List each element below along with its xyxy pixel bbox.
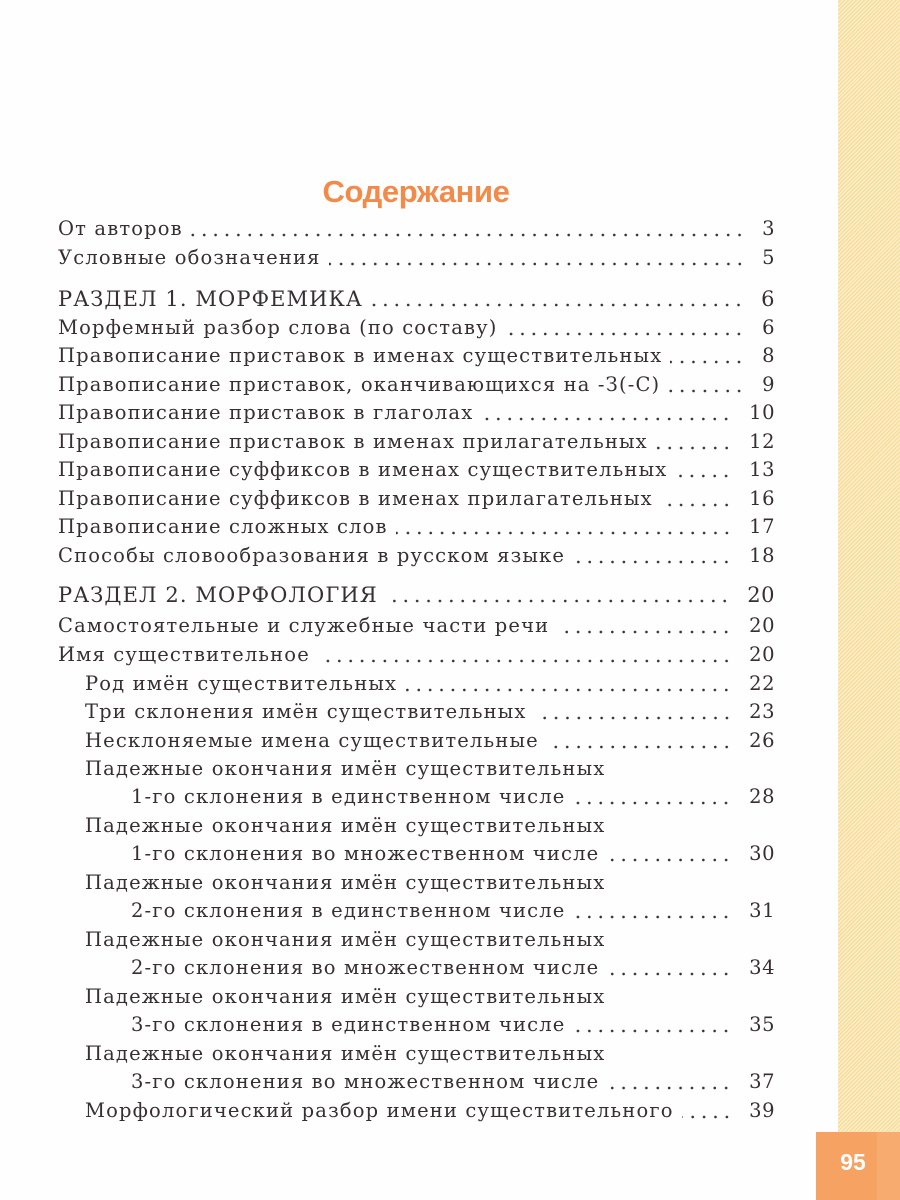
dot-leader (371, 285, 744, 313)
toc-subentry (85, 698, 775, 726)
dot-leader (573, 542, 732, 570)
dot-leader (573, 783, 732, 811)
toc-subentry-line2 (131, 840, 775, 868)
toc-entry-title: Несклоняемые имена существительные (85, 729, 539, 752)
toc-subentry (85, 670, 775, 698)
toc-entry-page: 20 (749, 643, 775, 666)
dot-leader (668, 371, 745, 399)
toc-entry (58, 244, 775, 272)
toc-entry-title: Падежные окончания имён существительных (85, 871, 606, 894)
toc-entry-title: Имя существительное (58, 643, 310, 666)
dot-leader (661, 485, 732, 513)
dot-leader (656, 428, 732, 456)
toc-entry-title-continuation: 2-го склонения во множественном числе (131, 956, 600, 979)
toc-entry-page: 31 (749, 899, 775, 922)
dot-leader (405, 670, 732, 698)
toc-entry-title: Падежные окончания имён существительных (85, 814, 606, 837)
dot-leader (670, 342, 745, 370)
toc-subentry-line2 (131, 1068, 775, 1096)
toc-subentry-line2 (131, 1011, 775, 1039)
toc-entry-page: 6 (762, 316, 775, 339)
dot-leader (573, 897, 732, 925)
toc-entry-page: 34 (749, 956, 775, 979)
toc-entry-title-continuation: 1-го склонения во множественном числе (131, 842, 600, 865)
dot-leader (607, 954, 732, 982)
toc-entry-title: Правописание приставок в глаголах (58, 401, 474, 424)
toc-entry-page: 5 (762, 246, 775, 269)
toc-entry-page: 6 (761, 287, 775, 311)
toc-entry-page: 8 (762, 344, 775, 367)
toc-section-title: РАЗДЕЛ 1. МОРФЕМИКА (58, 287, 363, 311)
toc-entry-page: 39 (749, 1099, 775, 1122)
page-number-badge (816, 1132, 900, 1200)
toc-entry (58, 428, 775, 456)
toc-entry-page: 20 (747, 583, 775, 607)
toc-entry-title: Падежные окончания имён существительных (85, 1042, 606, 1065)
toc-entry-title: Правописание приставок в именах прилагательных (58, 430, 648, 453)
toc-entry-title: Правописание суффиксов в именах прилагательных (58, 487, 653, 510)
toc-entry (58, 542, 775, 570)
toc-subentry-line1 (85, 926, 775, 954)
toc-entry-page: 22 (749, 672, 775, 695)
toc-entry-title: Способы словообразования в русском языке (58, 544, 566, 567)
toc-entry-title: Условные обозначения (58, 246, 321, 269)
toc-entry-title: Правописание суффиксов в именах существительных (58, 458, 668, 481)
dot-leader (682, 1097, 733, 1125)
dot-leader (573, 1011, 732, 1039)
toc-entry-title: Род имён существительных (85, 672, 398, 695)
toc-subentry-line1 (85, 1040, 775, 1068)
toc-section-heading (58, 581, 775, 609)
toc-subentry-line1 (85, 869, 775, 897)
toc-entry (58, 485, 775, 513)
toc-entry-title: Падежные окончания имён существительных (85, 985, 606, 1008)
dot-leader (318, 641, 732, 669)
toc-entry-page: 28 (749, 785, 775, 808)
toc-entry-page: 30 (749, 842, 775, 865)
dot-leader (191, 215, 745, 243)
toc-entry (58, 641, 775, 669)
toc-entry-title: Самостоятельные и служебные части речи (58, 614, 550, 637)
dot-leader (557, 612, 732, 640)
toc-entry-title-continuation: 2-го склонения в единственном числе (131, 899, 566, 922)
toc-entry-title: Морфемный разбор слова (по составу) (58, 316, 498, 339)
toc-entry-page: 18 (749, 544, 775, 567)
toc-entry-title: От авторов (58, 217, 183, 240)
dot-leader (607, 1068, 732, 1096)
dot-leader (505, 314, 745, 342)
toc-entry (58, 612, 775, 640)
toc-entry (58, 215, 775, 243)
toc-entry-title-continuation: 3-го склонения в единственном числе (131, 1013, 566, 1036)
toc-section-title: РАЗДЕЛ 2. МОРФОЛОГИЯ (58, 583, 378, 607)
toc-entry (58, 371, 775, 399)
toc-subentry-line2 (131, 783, 775, 811)
toc-entry-page: 9 (762, 373, 775, 396)
toc-entry-page: 12 (749, 430, 775, 453)
toc-entry-page: 23 (749, 700, 775, 723)
toc-subentry-line1 (85, 812, 775, 840)
toc-subentry (85, 1097, 775, 1125)
toc-entry (58, 314, 775, 342)
toc-entry-title: Падежные окончания имён существительных (85, 757, 606, 780)
toc-entry (58, 342, 775, 370)
dot-leader (329, 244, 745, 272)
toc-entry-page: 37 (749, 1070, 775, 1093)
toc-entry-title: Правописание сложных слов (58, 515, 388, 538)
dot-leader (481, 399, 732, 427)
toc-entry (58, 513, 775, 541)
toc-entry (58, 456, 775, 484)
toc-subentry-line2 (131, 954, 775, 982)
page-number: 95 (840, 1149, 866, 1175)
dot-leader (547, 727, 732, 755)
toc-entry-title: Правописание приставок, оканчивающихся на -З(-С) (58, 373, 661, 396)
dot-leader (535, 698, 733, 726)
toc-entry-page: 16 (749, 487, 775, 510)
toc-entry-page: 26 (749, 729, 775, 752)
dot-leader (396, 513, 733, 541)
toc-section-heading (58, 285, 775, 313)
toc-entry-page: 13 (749, 458, 775, 481)
toc-subentry-line1 (85, 983, 775, 1011)
toc-entry-title-continuation: 3-го склонения во множественном числе (131, 1070, 600, 1093)
toc-entry-title-continuation: 1-го склонения в единственном числе (131, 785, 566, 808)
dot-leader (675, 456, 732, 484)
toc-entry-title: Морфологический разбор имени существительного (85, 1099, 674, 1122)
toc-entry-page: 20 (749, 614, 775, 637)
page-title: Содержание (322, 174, 510, 209)
toc-entry-page: 10 (749, 401, 775, 424)
toc-subentry-line1 (85, 755, 775, 783)
toc-subentry-line2 (131, 897, 775, 925)
toc-entry (58, 399, 775, 427)
decorative-side-strip (838, 0, 900, 1200)
toc-entry-page: 35 (749, 1013, 775, 1036)
dot-leader (607, 840, 732, 868)
toc-entry-page: 17 (749, 515, 775, 538)
toc-entry-page: 3 (762, 217, 775, 240)
toc-entry-title: Три склонения имён существительных (85, 700, 527, 723)
toc-entry-title: Падежные окончания имён существительных (85, 928, 606, 951)
toc-subentry (85, 727, 775, 755)
toc-entry-title: Правописание приставок в именах существительных (58, 344, 663, 367)
dot-leader (386, 581, 730, 609)
